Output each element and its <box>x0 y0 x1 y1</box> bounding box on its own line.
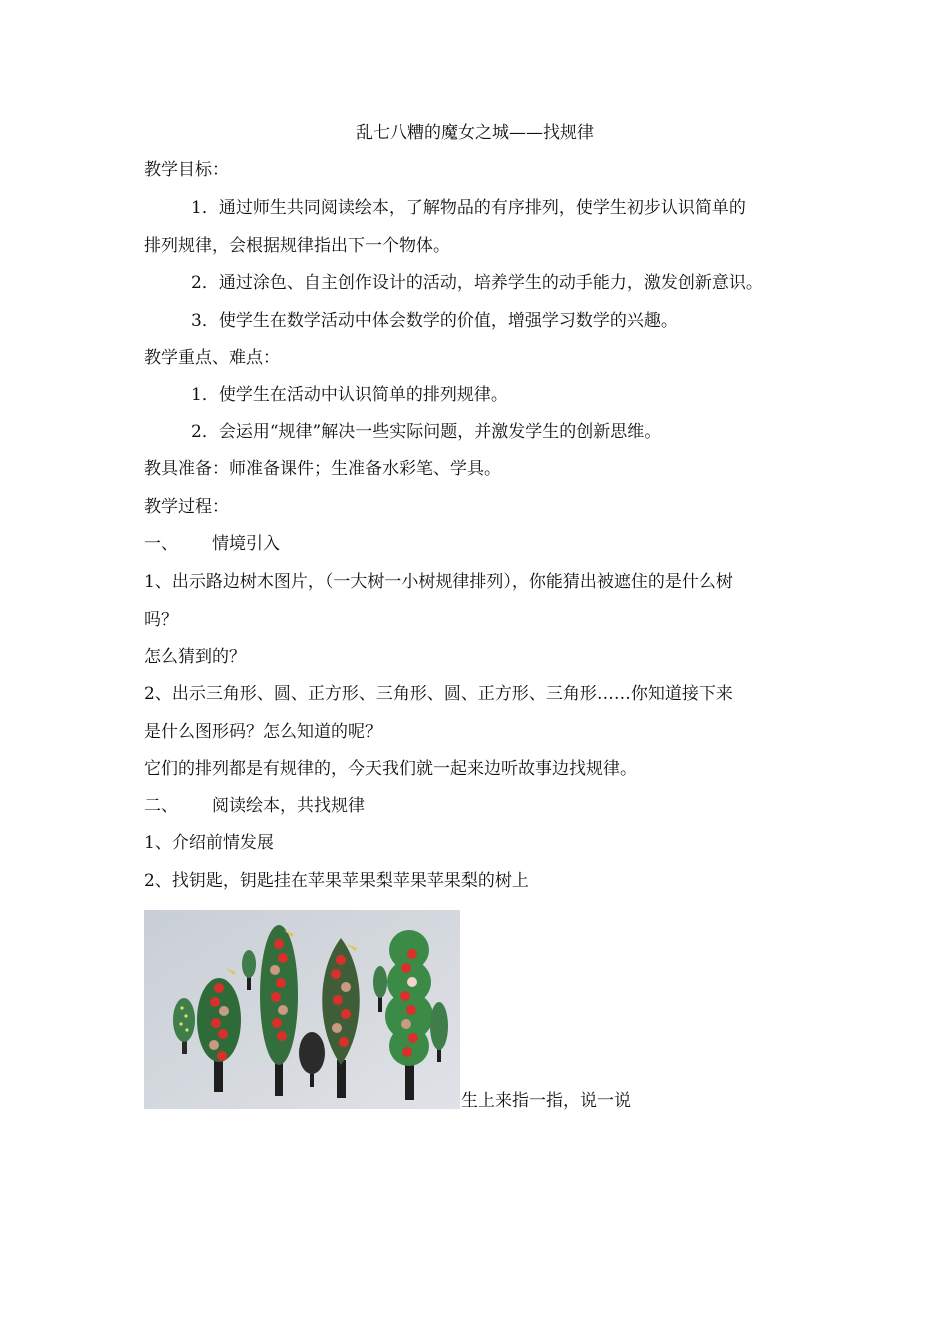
tools-line: 教具准备：师准备课件；生准备水彩笔、学具。 <box>144 459 501 479</box>
paragraph-1-line-2: 吗？ <box>144 610 178 630</box>
trees-illustration <box>144 910 460 1109</box>
goal-2: 2．通过涂色、自主创作设计的活动，培养学生的动手能力，激发创新意识。 <box>191 273 763 293</box>
section-1-title: 情境引入 <box>212 534 280 554</box>
paragraph-4: 它们的排列都是有规律的，今天我们就一起来边听故事边找规律。 <box>144 759 637 779</box>
goals-heading: 教学目标： <box>144 160 229 180</box>
key-points-heading: 教学重点、难点： <box>144 348 280 368</box>
goal-1-line-2: 排列规律，会根据规律指出下一个物体。 <box>144 236 450 256</box>
paragraph-3-line-2: 是什么图形码？怎么知道的呢？ <box>144 722 382 742</box>
paragraph-1-line-1: 1、出示路边树木图片，（一大树一小树规律排列），你能猜出被遮住的是什么树 <box>144 572 733 592</box>
process-heading: 教学过程： <box>144 497 229 517</box>
key-point-2: 2．会运用“规律”解决一些实际问题，并激发学生的创新思维。 <box>191 422 662 442</box>
section-2-number: 二、 <box>144 796 178 816</box>
paragraph-2: 怎么猜到的？ <box>144 647 246 667</box>
section-2-title: 阅读绘本，共找规律 <box>212 796 365 816</box>
paragraph-6: 2、找钥匙，钥匙挂在苹果苹果梨苹果苹果梨的树上 <box>144 871 529 891</box>
key-point-1: 1．使学生在活动中认识简单的排列规律。 <box>191 385 508 405</box>
image-caption: 生上来指一指，说一说 <box>461 1091 631 1111</box>
document-title: 乱七八糟的魔女之城——找规律 <box>356 123 594 143</box>
goal-3: 3．使学生在数学活动中体会数学的价值，增强学习数学的兴趣。 <box>191 311 678 331</box>
section-1-number: 一、 <box>144 534 178 554</box>
goal-1-line-1: 1．通过师生共同阅读绘本，了解物品的有序排列，使学生初步认识简单的 <box>191 198 746 218</box>
paragraph-5: 1、介绍前情发展 <box>144 833 274 853</box>
paragraph-3-line-1: 2、出示三角形、圆、正方形、三角形、圆、正方形、三角形……你知道接下来 <box>144 684 733 704</box>
